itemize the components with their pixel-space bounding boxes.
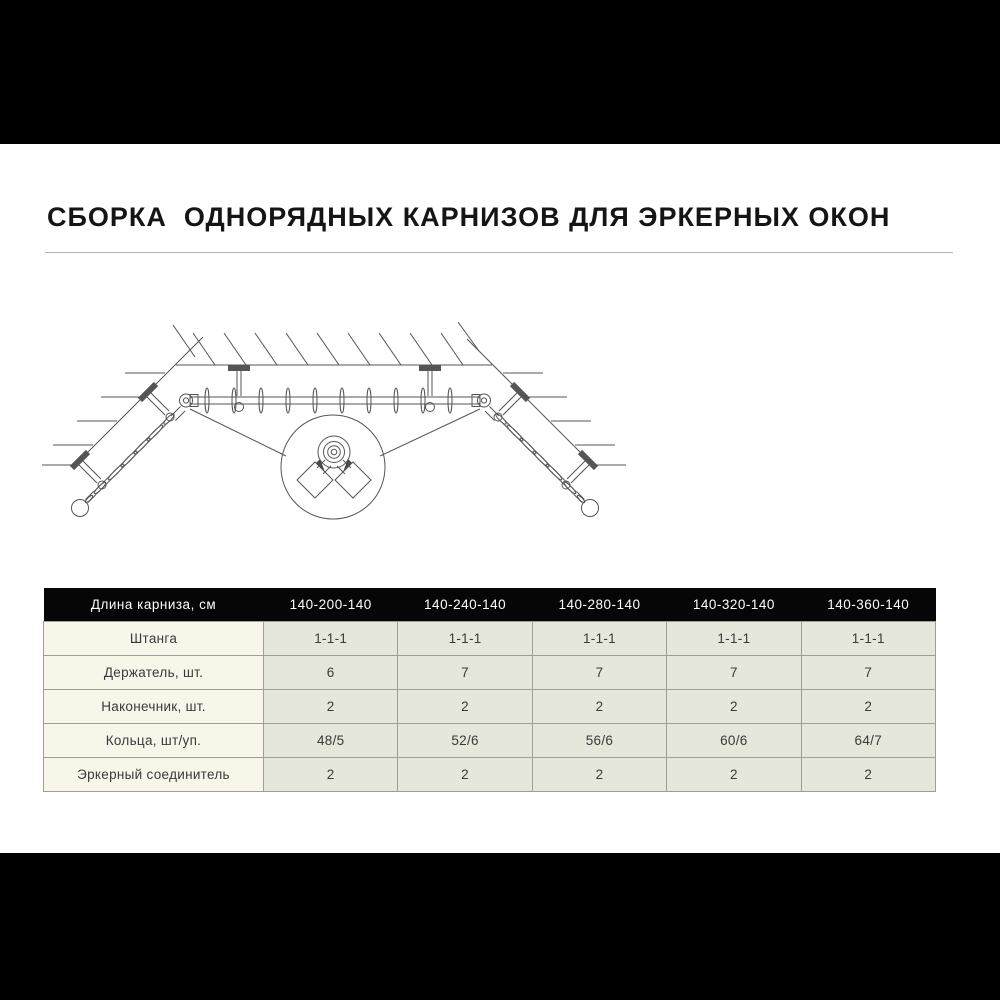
header-cell-size: 140-320-140 [667, 588, 801, 621]
value-cell: 7 [398, 655, 532, 689]
row-label-cell: Кольца, шт/уп. [44, 723, 264, 757]
header-cell-label: Длина карниза, см [44, 588, 264, 621]
top-black-bar [0, 0, 1000, 144]
table-row [44, 723, 936, 757]
header-cell-size: 140-360-140 [801, 588, 935, 621]
page-title: СБОРКА ОДНОРЯДНЫХ КАРНИЗОВ ДЛЯ ЭРКЕРНЫХ ОКОН [47, 202, 891, 232]
value-cell: 60/6 [667, 723, 801, 757]
value-cell: 2 [398, 757, 532, 791]
value-cell: 7 [801, 655, 935, 689]
cornice-assembly-diagram-icon [30, 320, 650, 550]
value-cell: 2 [398, 689, 532, 723]
value-cell: 64/7 [801, 723, 935, 757]
bottom-black-bar [0, 853, 1000, 1000]
header-cell-size: 140-200-140 [264, 588, 398, 621]
value-cell: 2 [264, 689, 398, 723]
value-cell: 56/6 [532, 723, 666, 757]
value-cell: 1-1-1 [667, 621, 801, 655]
header-cell-size: 140-240-140 [398, 588, 532, 621]
value-cell: 7 [532, 655, 666, 689]
value-cell: 2 [667, 689, 801, 723]
value-cell: 6 [264, 655, 398, 689]
content-area [0, 144, 1000, 853]
header-cell-size: 140-280-140 [532, 588, 666, 621]
table-row [44, 655, 936, 689]
value-cell: 48/5 [264, 723, 398, 757]
left-angled-rod [72, 384, 175, 517]
table-row [44, 757, 936, 791]
value-cell: 52/6 [398, 723, 532, 757]
table-row [44, 689, 936, 723]
straight-rod [190, 388, 480, 413]
title-divider [45, 252, 953, 253]
row-label-cell: Эркерный соединитель [44, 757, 264, 791]
table-body [44, 621, 936, 791]
value-cell: 2 [801, 757, 935, 791]
row-label-cell: Наконечник, шт. [44, 689, 264, 723]
value-cell: 2 [532, 757, 666, 791]
value-cell: 2 [801, 689, 935, 723]
spec-table [43, 588, 936, 792]
value-cell: 2 [264, 757, 398, 791]
wall-hatching [53, 322, 615, 445]
value-cell: 2 [667, 757, 801, 791]
value-cell: 1-1-1 [532, 621, 666, 655]
value-cell: 1-1-1 [801, 621, 935, 655]
value-cell: 1-1-1 [264, 621, 398, 655]
row-label-cell: Штанга [44, 621, 264, 655]
right-angled-rod [494, 384, 599, 517]
value-cell: 2 [532, 689, 666, 723]
table-header-row [44, 588, 936, 621]
row-label-cell: Держатель, шт. [44, 655, 264, 689]
value-cell: 7 [667, 655, 801, 689]
table-row [44, 621, 936, 655]
connector-detail-callout [190, 409, 480, 519]
value-cell: 1-1-1 [398, 621, 532, 655]
